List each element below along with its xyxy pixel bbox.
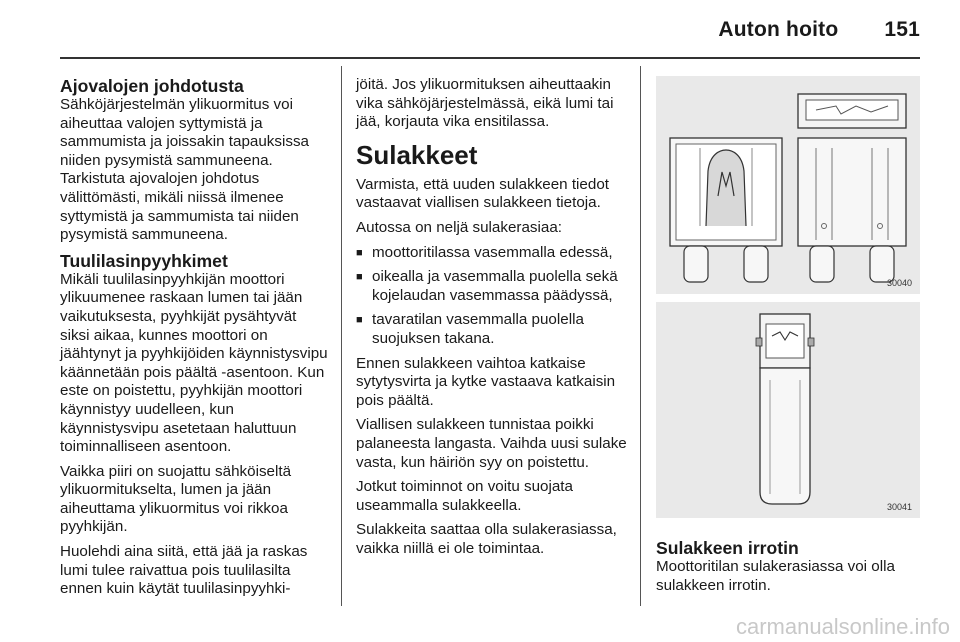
caption-text: Moottoritilan sulakerasiassa voi olla sulakkeen irrotin. bbox=[656, 558, 895, 594]
section-title-headlight-wiring: Ajovalojen johdotusta bbox=[60, 76, 244, 96]
paragraph: Viallisen sulakkeen tunnistaa poikki palaneesta langasta. Vaihda uusi sulake vasta, kun häiriön syy on poistettu. bbox=[356, 416, 627, 471]
paragraph: Sähköjärjestelmän ylikuormitus voi aiheuttaa valojen syttymistä ja sammumista ja joissakin tapauksissa niiden pysymistä sammuneena. Tarkistuta ajovalojen johdotus välittömästi, mikäli niissä ilmenee syttymistä ja sammumista tai niiden pysymistä sammuneena. bbox=[60, 96, 309, 244]
paragraph: Varmista, että uuden sulakkeen tiedot vastaavat viallisen sulakkeen tietoja. bbox=[356, 175, 609, 212]
figure-code: 30040 bbox=[886, 278, 912, 288]
list-item: ■ moottoritilassa vasemmalla edessä, bbox=[356, 244, 628, 263]
column-divider-1 bbox=[341, 66, 342, 606]
page-header bbox=[718, 18, 920, 42]
paragraph: Autossa on neljä sulakerasiaa: bbox=[356, 218, 563, 236]
column-1 bbox=[60, 76, 330, 605]
paragraph-continued: jöitä. Jos ylikuormituksen aiheuttaakin vika sähköjärjestelmässä, eikä lumi tai jää, korjauta vika ensitilassa. bbox=[356, 76, 614, 131]
paragraph: Vaikka piiri on suojattu sähköiseltä ylikuormitukselta, lumen ja jään aiheuttama ylikuormitus voi rikkoa pyyhkijän. bbox=[60, 462, 292, 536]
section-title-wipers: Tuulilasinpyyhkimet bbox=[60, 250, 228, 271]
list-item: ■ tavaratilan vasemmalla puolella suojuksen takana. bbox=[356, 311, 628, 348]
paragraph: Mikäli tuulilasinpyyhkijän moottori ylikuumenee raskaan lumen tai jään vaikutuksesta, pyyhkijät pysähtyvät siksi aikaa, kunnes moottori on jäähtynyt ja pyyhkijöiden käynnistysvipu käännetään pois päältä -asentoon. Kun este on poistettu, pyyhkijän moottori käynnistyy uudelleen, kun käynnistysvipu asetetaan haluttuun toiminnalliseen asentoon. bbox=[60, 270, 328, 456]
figure-code: 30041 bbox=[886, 502, 912, 512]
paragraph: Huolehdi aina siitä, että jää ja raskas lumi tulee raivattua pois tuulilasilta ennen kuin käytät tuulilasinpyyhki- bbox=[60, 543, 308, 598]
figure-fuse-puller bbox=[656, 302, 920, 518]
page-number: 151 bbox=[884, 18, 920, 41]
list-item: ■ oikealla ja vasemmalla puolella sekä kojelaudan vasemmassa päädyssä, bbox=[356, 268, 628, 305]
section-title-fuses: Sulakkeet bbox=[356, 139, 478, 170]
column-divider-2 bbox=[640, 66, 641, 606]
chapter-title: Auton hoito bbox=[718, 18, 839, 41]
caption-title: Sulakkeen irrotin bbox=[656, 538, 799, 558]
figure-fuses bbox=[656, 76, 920, 294]
paragraph: Sulakkeita saattaa olla sulakerasiassa, vaikka niillä ei ole toimintaa. bbox=[356, 521, 617, 557]
watermark: carmanualsonline.info bbox=[735, 614, 950, 639]
fuse-illustration bbox=[656, 76, 920, 294]
header-rule bbox=[60, 57, 920, 59]
paragraph: Jotkut toiminnot on voitu suojata useammalla sulakkeella. bbox=[356, 478, 573, 514]
figure-caption bbox=[656, 538, 921, 601]
fuse-box-list bbox=[356, 244, 628, 349]
paragraph: Ennen sulakkeen vaihtoa katkaise sytytysvirta ja kytke vastaava katkaisin pois päältä. bbox=[356, 354, 616, 409]
fuse-puller-illustration bbox=[656, 302, 920, 518]
column-2 bbox=[356, 76, 628, 564]
